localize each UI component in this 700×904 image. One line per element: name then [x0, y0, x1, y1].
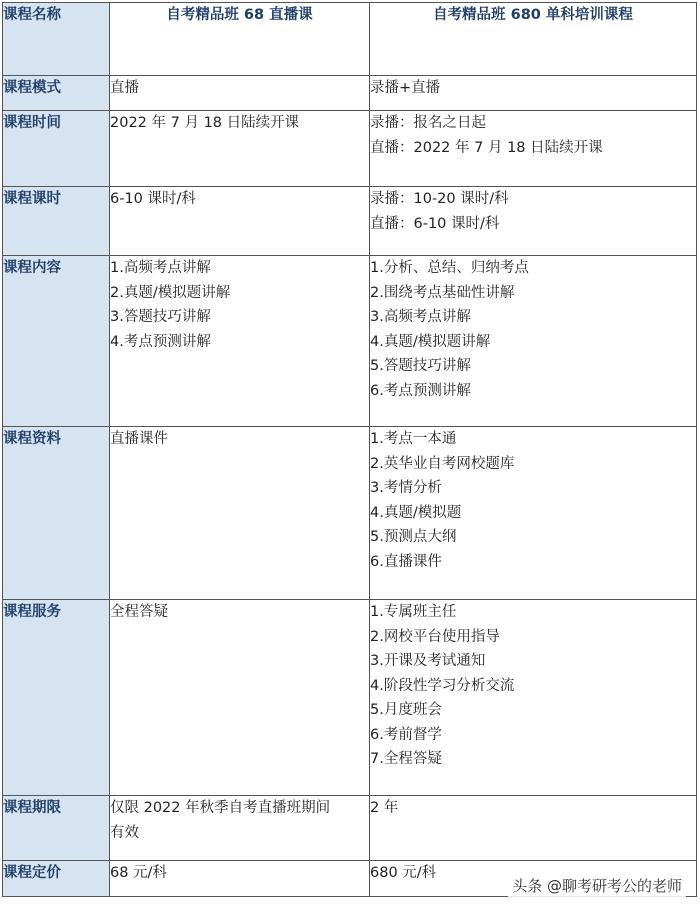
cell-live-class	[110, 796, 370, 861]
cell-line: 4.阶段性学习分析交流	[370, 677, 515, 694]
cell-line: 录播：10-20 课时/科	[370, 191, 509, 207]
cell-live-class	[110, 76, 370, 111]
cell-line: 2.围绕考点基础性讲解	[370, 284, 515, 301]
cell-line: 6.考前督学	[370, 726, 442, 743]
cell-line: 3.考情分析	[370, 480, 442, 496]
cell-line: 2.网校平台使用指导	[370, 628, 500, 645]
table-row	[3, 796, 697, 861]
cell-single-subject	[370, 187, 697, 256]
cell-single-subject	[370, 796, 697, 861]
row-label: 课程资料	[3, 427, 110, 600]
cell-line: 录播：报名之日起	[370, 115, 486, 131]
table-row	[3, 256, 697, 427]
cell-line: 5.预测点大纲	[370, 529, 457, 545]
cell-single-subject	[370, 256, 697, 427]
cell-line: 4.真题/模拟题	[370, 504, 462, 521]
row-label-course-name: 课程名称	[3, 3, 110, 76]
cell-single-subject	[370, 76, 697, 111]
course-comparison-table	[2, 2, 697, 897]
cell-line: 2.英华业自考网校题库	[370, 455, 515, 472]
cell-live-class	[110, 187, 370, 256]
cell-line: 1.考点一本通	[370, 431, 457, 447]
cell-line: 直播	[110, 80, 139, 96]
row-label: 课程模式	[3, 76, 110, 111]
cell-line: 4.真题/模拟题讲解	[370, 333, 491, 350]
row-label: 课程期限	[3, 796, 110, 861]
cell-line: 2.真题/模拟题讲解	[110, 284, 231, 301]
cell-line: 直播：2022 年 7 月 18 日陆续开课	[370, 139, 603, 156]
column-header-single-subject-class: 自考精品班 680 单科培训课程	[370, 3, 697, 76]
cell-line: 6-10 课时/科	[110, 191, 196, 207]
table-row	[3, 600, 697, 796]
cell-line: 直播课件	[110, 431, 168, 447]
cell-line: 1.高频考点讲解	[110, 260, 211, 276]
row-label: 课程课时	[3, 187, 110, 256]
cell-live-class	[110, 427, 370, 600]
cell-live-class	[110, 256, 370, 427]
cell-line: 68 元/科	[110, 865, 167, 881]
table-row	[3, 111, 697, 187]
cell-line: 有效	[110, 824, 139, 841]
cell-line: 6.直播课件	[370, 553, 442, 570]
cell-line: 录播+直播	[370, 80, 441, 96]
cell-line: 3.开课及考试通知	[370, 653, 486, 669]
table-row	[3, 76, 697, 111]
watermark: 头条 @聊考研考公的老师	[508, 873, 686, 898]
row-label: 课程服务	[3, 600, 110, 796]
table-row	[3, 187, 697, 256]
cell-live-class	[110, 861, 370, 897]
cell-single-subject	[370, 600, 697, 796]
cell-single-subject	[370, 111, 697, 187]
cell-line: 3.高频考点讲解	[370, 309, 471, 325]
cell-line: 2022 年 7 月 18 日陆续开课	[110, 115, 300, 131]
cell-line: 7.全程答疑	[370, 751, 442, 767]
cell-line: 直播：6-10 课时/科	[370, 215, 500, 232]
row-label: 课程定价	[3, 861, 110, 897]
cell-line: 4.考点预测讲解	[110, 333, 211, 350]
cell-line: 6.考点预测讲解	[370, 382, 471, 399]
cell-line: 仅限 2022 年秋季自考直播班期间	[110, 800, 331, 816]
row-label: 课程时间	[3, 111, 110, 187]
table-row	[3, 427, 697, 600]
row-label: 课程内容	[3, 256, 110, 427]
cell-line: 1.分析、总结、归纳考点	[370, 260, 529, 276]
cell-line: 5.答题技巧讲解	[370, 358, 471, 374]
cell-line: 1.专属班主任	[370, 604, 457, 620]
header-row	[3, 3, 697, 76]
cell-line: 5.月度班会	[370, 702, 442, 718]
cell-live-class	[110, 111, 370, 187]
cell-live-class	[110, 600, 370, 796]
cell-single-subject	[370, 427, 697, 600]
cell-line: 2 年	[370, 800, 399, 816]
column-header-live-class: 自考精品班 68 直播课	[110, 3, 370, 76]
cell-line: 全程答疑	[110, 604, 168, 620]
cell-line: 3.答题技巧讲解	[110, 309, 211, 325]
cell-line: 680 元/科	[370, 865, 437, 881]
